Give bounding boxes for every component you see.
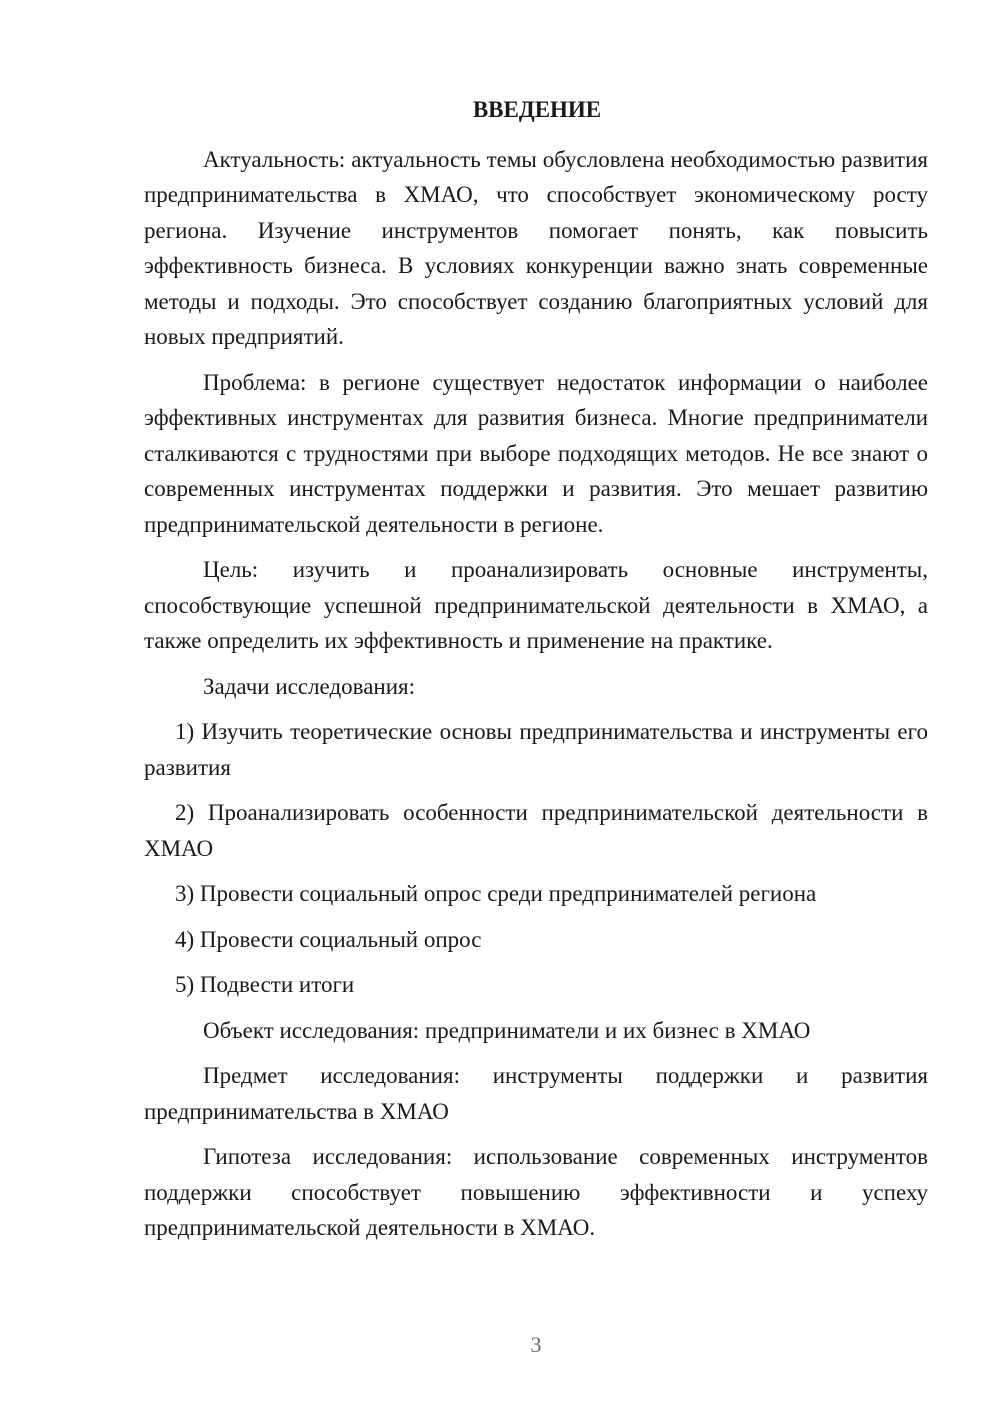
paragraph-problem: Проблема: в регионе существует недостаток информации о наиболее эффективных инструментах для развития бизнеса. Многие предприниматели сталкиваются с трудностями при выборе подходящих методов. Не все знают о современных инструментах поддержки и развития. Это мешает развитию предпринимательской деятельности в регионе. [144,369,928,537]
task-item-2: 2) Проанализировать особенности предпринимательской деятельности в ХМАО [144,800,928,861]
paragraph-hypothesis: Гипотеза исследования: использование современных инструментов поддержки способствует повышению эффективности и успеху предпринимательской деятельности в ХМАО. [144,1144,928,1240]
paragraph-subject: Предмет исследования: инструменты поддержки и развития предпринимательства в ХМАО [144,1063,928,1124]
paragraph-relevance: Актуальность: актуальность темы обусловлена необходимостью развития предпринимательства в ХМАО, что способствует экономическому росту региона. Изучение инструментов помогает понять, как повысить эффективность бизнеса. В условиях конкуренции важно знать современные методы и подходы. Это способствует созданию благоприятных условий для новых предприятий. [144,146,928,349]
tasks-heading: Задачи исследования: [203,673,416,699]
task-item-3: 3) Провести социальный опрос среди предпринимателей региона [175,881,817,906]
task-item-5: 5) Подвести итоги [175,972,355,997]
paragraph-object: Объект исследования: предприниматели и их бизнес в ХМАО [203,1017,811,1043]
page-number: 3 [530,1332,542,1357]
page-content [144,92,928,1256]
page-title: ВВЕДЕНИЕ [472,97,602,122]
task-item-1: 1) Изучить теоретические основы предпринимательства и инструменты его развития [144,719,928,780]
paragraph-goal: Цель: изучить и проанализировать основные инструменты, способствующие успешной предпринимательской деятельности в ХМАО, а также определить их эффективность и применение на практике. [144,557,928,653]
task-item-4: 4) Провести социальный опрос [175,926,482,952]
